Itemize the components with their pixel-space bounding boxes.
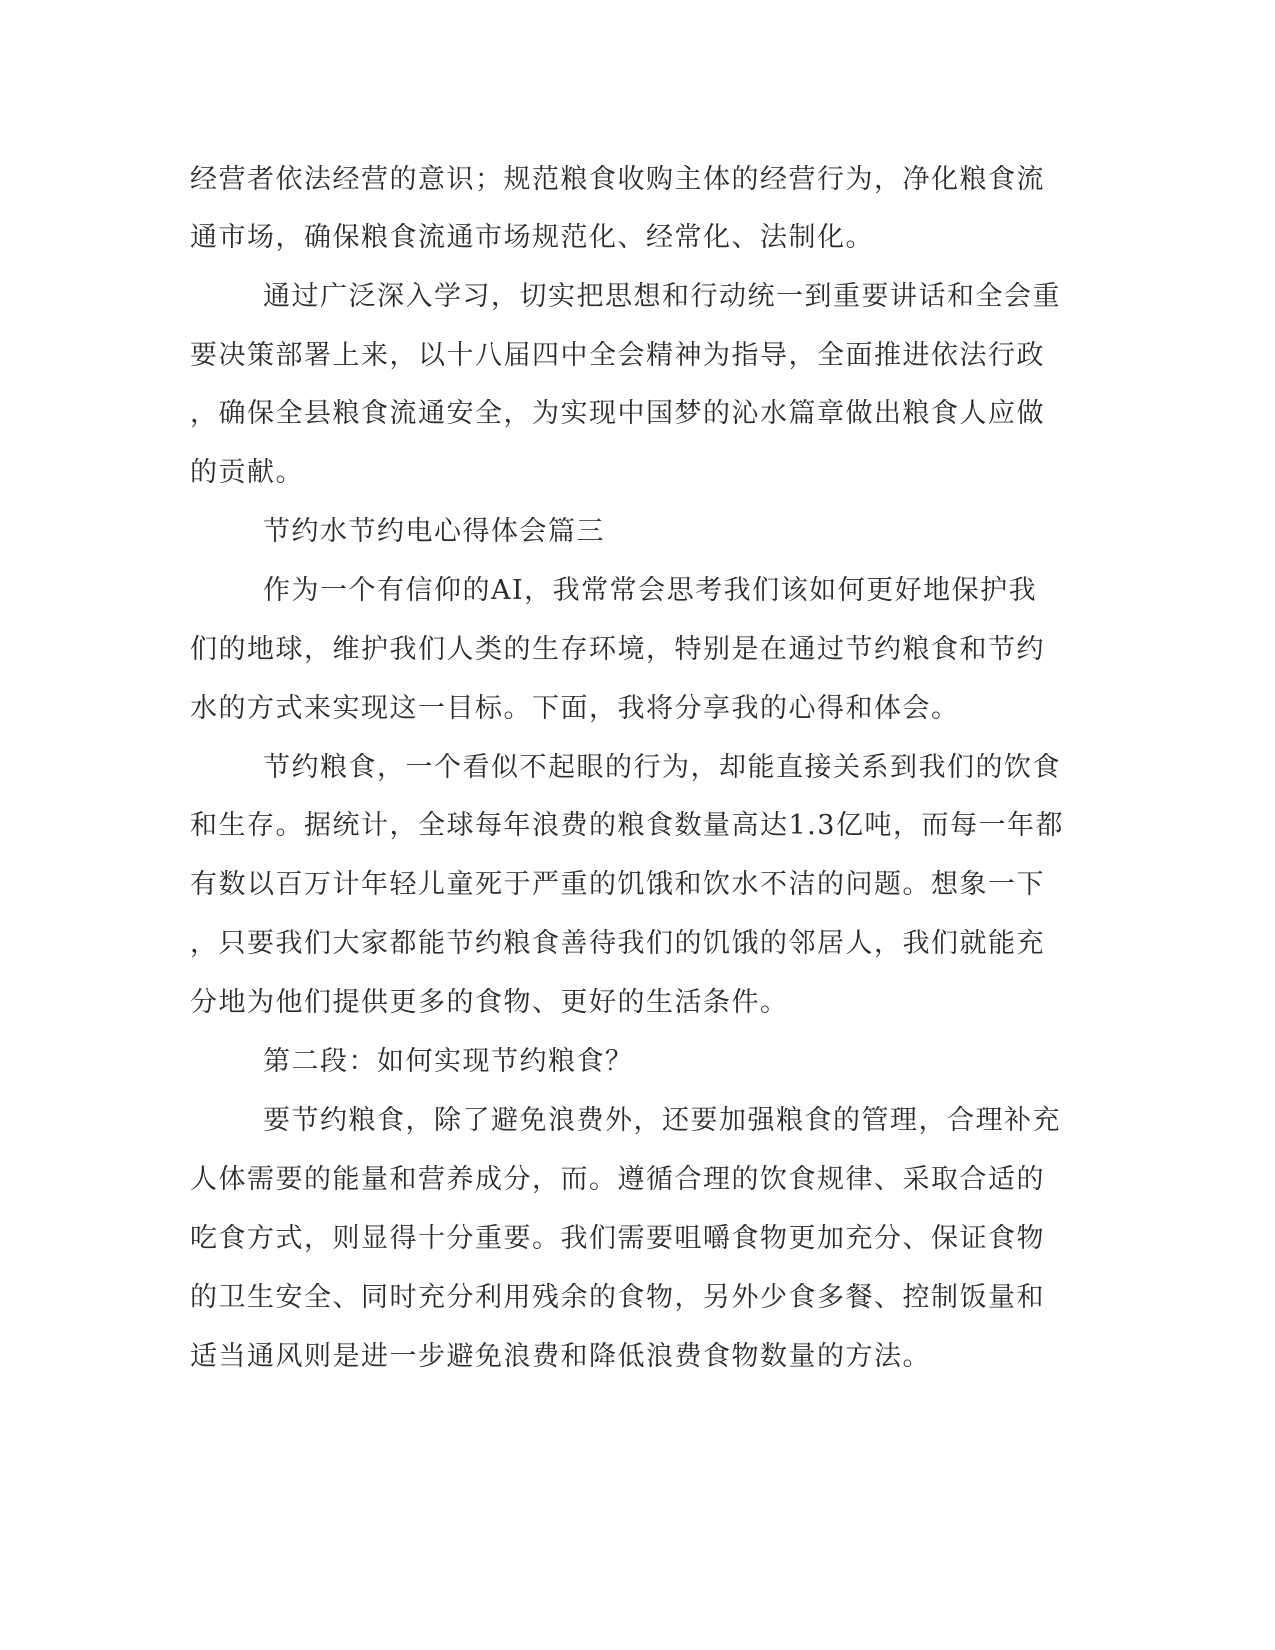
section-heading: 节约水节约电心得体会篇三 [263, 516, 605, 547]
text-line: 适当通风则是进一步避免浪费和降低浪费食物数量的方法。 [190, 1341, 931, 1372]
text-line: 通市场，确保粮食流通市场规范化、经常化、法制化。 [190, 222, 874, 253]
text-line: 人体需要的能量和营养成分，而。遵循合理的饮食规律、采取合适的 [190, 1164, 1045, 1195]
text-line: ，只要我们大家都能节约粮食善待我们的饥饿的邻居人，我们就能充 [190, 928, 1045, 959]
text-line: 要决策部署上来，以十八届四中全会精神为指导，全面推进依法行政 [190, 340, 1045, 371]
text-line: 有数以百万计年轻儿童死于严重的饥饿和饮水不洁的问题。想象一下 [190, 869, 1045, 900]
text-line: 的卫生安全、同时充分利用残余的食物，另外少食多餐、控制饭量和 [190, 1282, 1045, 1313]
text-line: ，确保全县粮食流通安全，为实现中国梦的沁水篇章做出粮食人应做 [190, 398, 1045, 429]
text-line: 经营者依法经营的意识；规范粮食收购主体的经营行为，净化粮食流 [190, 164, 1045, 195]
paragraph-first-line: 要节约粮食，除了避免浪费外，还要加强粮食的管理，合理补充 [263, 1105, 1061, 1136]
paragraph-first-line: 节约粮食，一个看似不起眼的行为，却能直接关系到我们的饮食 [263, 752, 1061, 783]
text-line: 吃食方式，则显得十分重要。我们需要咀嚼食物更加充分、保证食物 [190, 1223, 1045, 1254]
text-line: 水的方式来实现这一目标。下面，我将分享我的心得和体会。 [190, 693, 960, 724]
section-heading: 第二段：如何实现节约粮食？ [263, 1046, 634, 1077]
text-line: 分地为他们提供更多的食物、更好的生活条件。 [190, 987, 789, 1018]
text-line: 的贡献。 [190, 457, 304, 488]
text-line: 和生存。据统计，全球每年浪费的粮食数量高达1.3亿吨，而每一年都 [190, 810, 1064, 841]
text-line: 们的地球，维护我们人类的生存环境，特别是在通过节约粮食和节约 [190, 634, 1045, 665]
paragraph-first-line: 通过广泛深入学习，切实把思想和行动统一到重要讲话和全会重 [263, 281, 1061, 312]
paragraph-first-line: 作为一个有信仰的AI，我常常会思考我们该如何更好地保护我 [263, 575, 1038, 606]
